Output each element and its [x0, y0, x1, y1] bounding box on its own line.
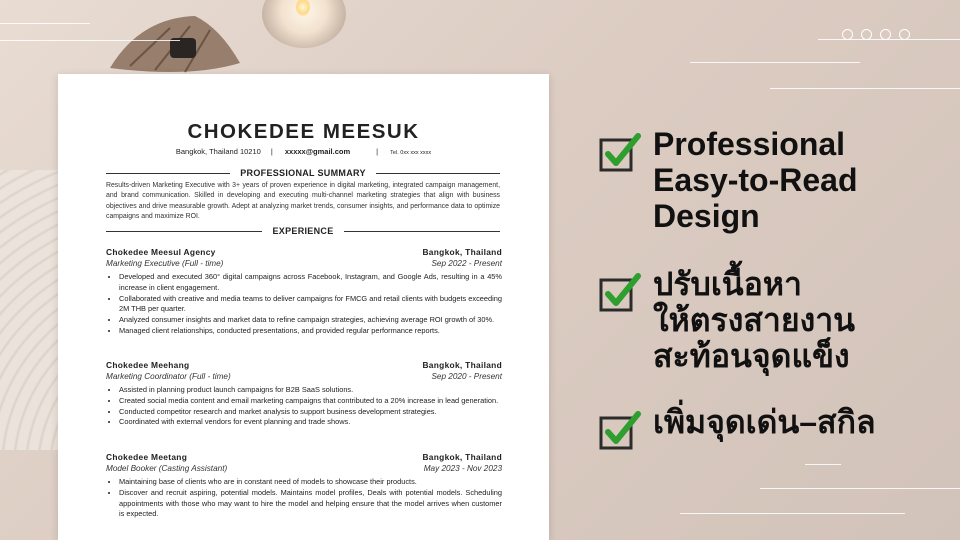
job-bullet: • Discover and recruit aspiring, potential models. Maintains model profiles, Deals with potential models. Scheduling appointments with those who may want to hire the model and helping ensure that the model arrives when customer is expected. — [119, 488, 502, 520]
summary-heading: PROFESSIONAL SUMMARY — [106, 167, 500, 179]
job-company: Chokedee Meesul Agency — [106, 247, 216, 257]
job-dates: Sep 2022 - Present — [431, 259, 502, 268]
job-entry — [106, 247, 502, 337]
feature-text: Professional Easy-to-Read Design — [653, 126, 858, 234]
experience-heading: EXPERIENCE — [106, 225, 500, 237]
pagination-dots — [842, 29, 910, 40]
job-bullet: • Developed and executed 360° digital campaigns across Facebook, Instagram, and Google Ads, resulting in a 45% increase in client engagement. — [119, 272, 502, 294]
checkbox-check-icon — [598, 410, 646, 452]
dot-icon — [861, 29, 872, 40]
dot-icon — [880, 29, 891, 40]
job-bullet: • Managed client relationships, conducted presentations, and provided regular performance reports. — [119, 326, 502, 337]
job-location: Bangkok, Thailand — [422, 452, 502, 462]
job-bullet: • Created social media content and email marketing campaigns that contributed to a 20% increase in lead generation. — [119, 396, 502, 407]
resume-paper — [58, 74, 549, 540]
job-role: Model Booker (Casting Assistant) — [106, 464, 228, 473]
resume-location: Bangkok, Thailand 10210 — [175, 147, 261, 156]
job-bullets — [106, 385, 502, 428]
job-company: Chokedee Meetang — [106, 452, 188, 462]
job-entry — [106, 360, 502, 428]
job-company: Chokedee Meehang — [106, 360, 190, 370]
dot-icon — [842, 29, 853, 40]
feature-item — [598, 266, 855, 374]
feature-text: ปรับเนื้อหา ให้ตรงสายงาน สะท้อนจุดแข็ง — [653, 266, 856, 374]
resume-contact: Bangkok, Thailand 10210 | xxxxx@gmail.com | Tel. 0xx xxx xxxx — [175, 147, 432, 156]
deco-line — [0, 40, 180, 41]
job-dates: May 2023 - Nov 2023 — [423, 464, 502, 473]
feature-item — [598, 126, 858, 234]
job-bullet: • Collaborated with creative and media teams to deliver campaigns for FMCG and retail clients with budgets exceeding 2M THB per quarter. — [119, 294, 502, 316]
job-location: Bangkok, Thailand — [422, 360, 502, 370]
deco-line — [805, 464, 841, 465]
job-location: Bangkok, Thailand — [422, 247, 502, 257]
deco-line — [0, 23, 90, 24]
deco-line — [760, 488, 960, 489]
job-role: Marketing Coordinator (Full - time) — [106, 372, 231, 381]
dot-icon — [899, 29, 910, 40]
resume-phone: Tel. 0xx xxx xxxx — [390, 150, 432, 156]
checkbox-check-icon — [598, 132, 646, 174]
job-role: Marketing Executive (Full - time) — [106, 259, 224, 268]
job-bullet: • Assisted in planning product launch campaigns for B2B SaaS solutions. — [119, 385, 502, 396]
resume-email: xxxxx@gmail.com — [284, 147, 351, 156]
feature-item — [598, 404, 876, 452]
deco-line — [770, 88, 960, 89]
job-bullets — [106, 477, 502, 520]
resume-name: CHOKEDEE MEESUK — [187, 120, 420, 143]
job-bullet: • Coordinated with external vendors for event planning and trade shows. — [119, 417, 502, 428]
job-entry — [106, 452, 502, 520]
job-bullets — [106, 272, 502, 337]
checkbox-check-icon — [598, 272, 646, 314]
dried-leaf-decoration — [100, 8, 250, 80]
job-bullet: • Maintaining base of clients who are in constant need of models to showcase their products. — [119, 477, 502, 488]
deco-line — [690, 62, 860, 63]
summary-text: Results-driven Marketing Executive with 3+ years of proven experience in digital marketing, integrated campaign management, and brand communication. Skilled in developing and executing multi-channel marketing strategies that align with business objectives and drive measurable growth. Adept at analyzing market trends, consumer insights, and performance data to optimize campaigns and maximize ROI. — [106, 182, 500, 220]
deco-line — [680, 513, 905, 514]
feature-text: เพิ่มจุดเด่น–สกิล — [653, 404, 876, 440]
job-dates: Sep 2020 - Present — [431, 372, 502, 381]
job-bullet: • Analyzed consumer insights and market data to refine campaign strategies, achieving average ROI growth of 30%. — [119, 315, 502, 326]
job-bullet: • Conducted competitor research and market analysis to support business development strategies. — [119, 407, 502, 418]
